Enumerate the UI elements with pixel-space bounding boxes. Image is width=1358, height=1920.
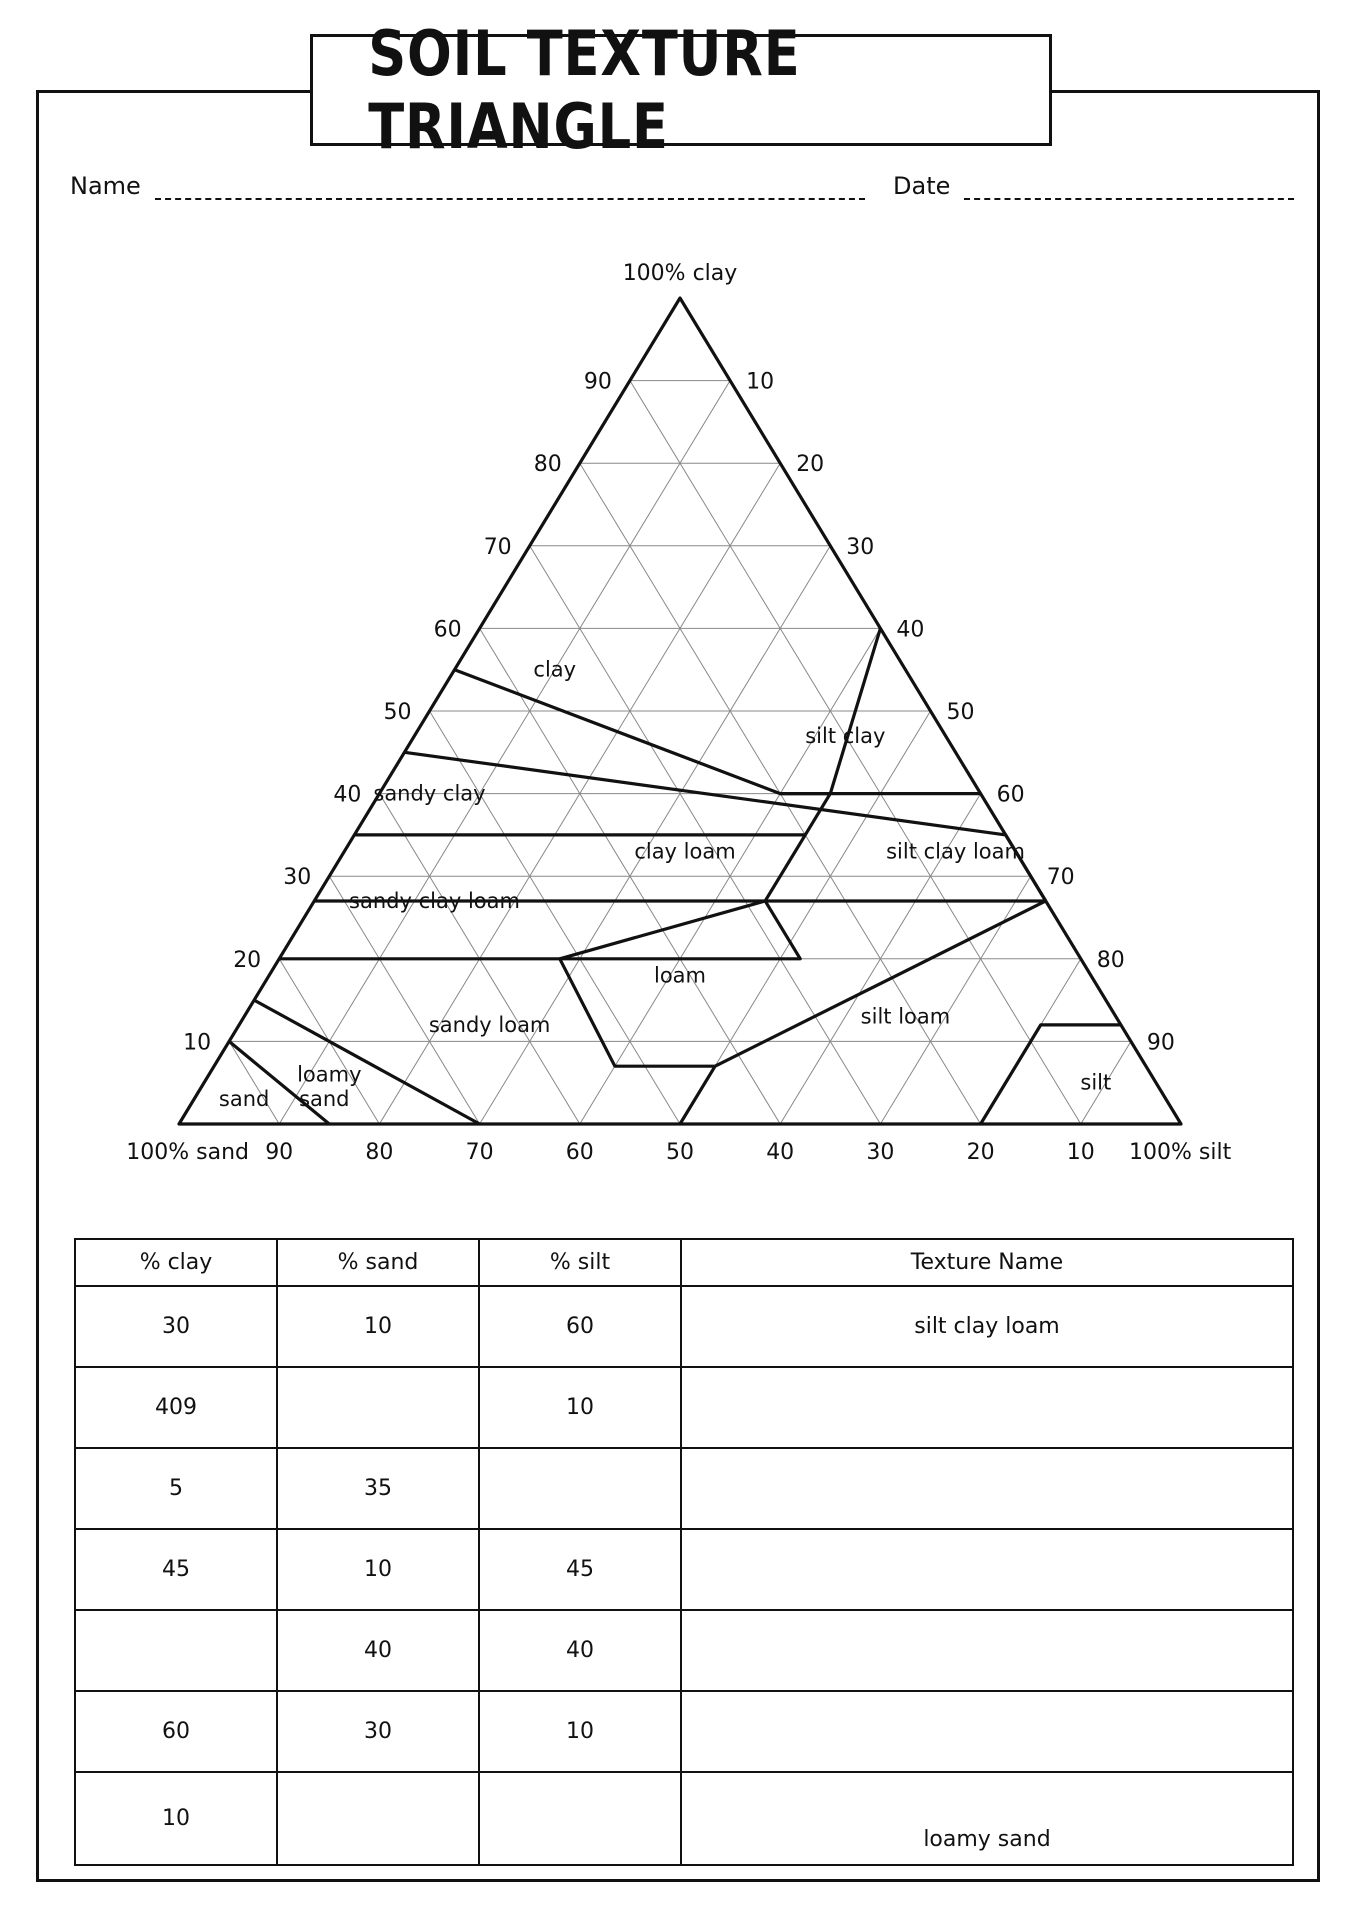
silt-axis-tick: 30	[846, 534, 875, 560]
texture-boundary	[404, 752, 1045, 901]
cell-sand[interactable]: 40	[277, 1610, 479, 1691]
cell-silt[interactable]: 10	[479, 1691, 681, 1772]
cell-texture-name[interactable]: loamy sand	[681, 1772, 1293, 1865]
clay-axis-tick: 30	[283, 865, 312, 891]
texture-boundary	[560, 901, 765, 959]
region-sandy-loam: sandy loam	[428, 1012, 551, 1037]
sand-axis-tick: 90	[265, 1140, 294, 1165]
header-sand: % sand	[277, 1239, 479, 1286]
cell-silt[interactable]: 40	[479, 1610, 681, 1691]
cell-sand[interactable]	[277, 1772, 479, 1865]
region-sand: sand	[218, 1087, 270, 1112]
table-row	[75, 1448, 1293, 1529]
cell-sand[interactable]: 35	[277, 1448, 479, 1529]
sand-axis-tick: 30	[866, 1140, 895, 1165]
apex-clay-label: 100% clay	[622, 261, 738, 286]
cell-sand[interactable]: 10	[277, 1529, 479, 1610]
region-sandy-clay: sandy clay	[373, 781, 486, 806]
cell-texture-name[interactable]	[681, 1367, 1293, 1448]
table-row	[75, 1529, 1293, 1610]
table-row	[75, 1772, 1293, 1865]
cell-clay[interactable]: 409	[75, 1367, 277, 1448]
region-loamy-sand-line2: sand	[299, 1087, 350, 1112]
grid-line-silt	[680, 711, 931, 1124]
sand-axis-tick: 20	[966, 1140, 995, 1165]
clay-axis-tick: 90	[583, 369, 612, 395]
cell-sand[interactable]	[277, 1367, 479, 1448]
cell-silt[interactable]: 60	[479, 1286, 681, 1367]
region-silty-clay-loam: silt clay loam	[886, 839, 1025, 864]
corner-silt-label: 100% silt	[1129, 1140, 1232, 1165]
clay-axis-tick: 40	[333, 782, 362, 808]
region-loam: loam	[653, 963, 707, 988]
table-row	[75, 1610, 1293, 1691]
region-clay: clay	[533, 657, 577, 682]
silt-axis-tick: 10	[746, 369, 775, 395]
silt-axis-tick: 20	[796, 452, 825, 478]
table-body	[75, 1286, 1293, 1865]
cell-sand[interactable]: 10	[277, 1286, 479, 1367]
clay-axis-tick: 60	[433, 617, 462, 643]
table-row	[75, 1286, 1293, 1367]
answer-table	[74, 1238, 1294, 1866]
clay-axis-tick: 70	[483, 534, 512, 560]
sand-axis-tick: 10	[1066, 1140, 1095, 1165]
silt-axis-tick: 40	[896, 617, 925, 643]
region-loamy-sand-line1: loamy	[297, 1062, 362, 1087]
cell-clay[interactable]: 45	[75, 1529, 277, 1610]
name-label: Name	[70, 172, 141, 200]
grid-line-silt	[880, 876, 1030, 1124]
cell-clay[interactable]: 60	[75, 1691, 277, 1772]
corner-sand-label: 100% sand	[126, 1140, 249, 1165]
cell-clay[interactable]: 10	[75, 1772, 277, 1865]
region-sandy-clay-loam: sandy clay loam	[349, 888, 520, 913]
cell-texture-name[interactable]	[681, 1448, 1293, 1529]
cell-silt[interactable]	[479, 1448, 681, 1529]
region-silt-loam: silt loam	[860, 1004, 951, 1029]
clay-axis-tick: 50	[383, 700, 412, 725]
header-texture-name: Texture Name	[681, 1239, 1293, 1286]
cell-silt[interactable]: 45	[479, 1529, 681, 1610]
silt-axis-tick: 60	[996, 782, 1025, 808]
clay-axis-tick: 20	[233, 947, 262, 973]
table-row	[75, 1367, 1293, 1448]
table-header-row	[75, 1239, 1293, 1286]
date-label: Date	[893, 172, 951, 200]
cell-texture-name[interactable]	[681, 1610, 1293, 1691]
cell-clay[interactable]	[75, 1610, 277, 1691]
cell-clay[interactable]: 5	[75, 1448, 277, 1529]
cell-clay[interactable]: 30	[75, 1286, 277, 1367]
clay-axis-tick: 10	[183, 1030, 212, 1056]
cell-sand[interactable]: 30	[277, 1691, 479, 1772]
cell-silt[interactable]: 10	[479, 1367, 681, 1448]
cell-texture-name[interactable]: silt clay loam	[681, 1286, 1293, 1367]
sand-axis-tick: 70	[465, 1140, 494, 1165]
silt-axis-tick: 70	[1046, 865, 1075, 891]
header-silt: % silt	[479, 1239, 681, 1286]
region-clay-loam: clay loam	[634, 839, 736, 864]
grid-line-sand	[329, 876, 479, 1124]
texture-boundary	[560, 835, 805, 1066]
clay-axis-tick: 80	[533, 452, 562, 478]
cell-texture-name[interactable]	[681, 1691, 1293, 1772]
sand-axis-tick: 80	[365, 1140, 394, 1165]
sand-axis-tick: 40	[766, 1140, 795, 1165]
table-row	[75, 1691, 1293, 1772]
sand-axis-tick: 50	[666, 1140, 694, 1165]
cell-silt[interactable]	[479, 1772, 681, 1865]
triangle-grid	[229, 381, 1131, 1124]
silt-axis-tick: 50	[946, 700, 975, 725]
region-silty-clay: silt clay	[805, 723, 886, 748]
header-clay: % clay	[75, 1239, 277, 1286]
grid-line-sand	[229, 1041, 279, 1124]
region-silt: silt	[1080, 1070, 1112, 1095]
silt-axis-tick: 80	[1096, 947, 1125, 973]
cell-texture-name[interactable]	[681, 1529, 1293, 1610]
sand-axis-tick: 60	[565, 1140, 594, 1165]
grid-line-sand	[630, 381, 1081, 1124]
page-title: SOIL TEXTURE TRIANGLE	[368, 17, 801, 163]
silt-axis-tick: 90	[1146, 1030, 1175, 1056]
